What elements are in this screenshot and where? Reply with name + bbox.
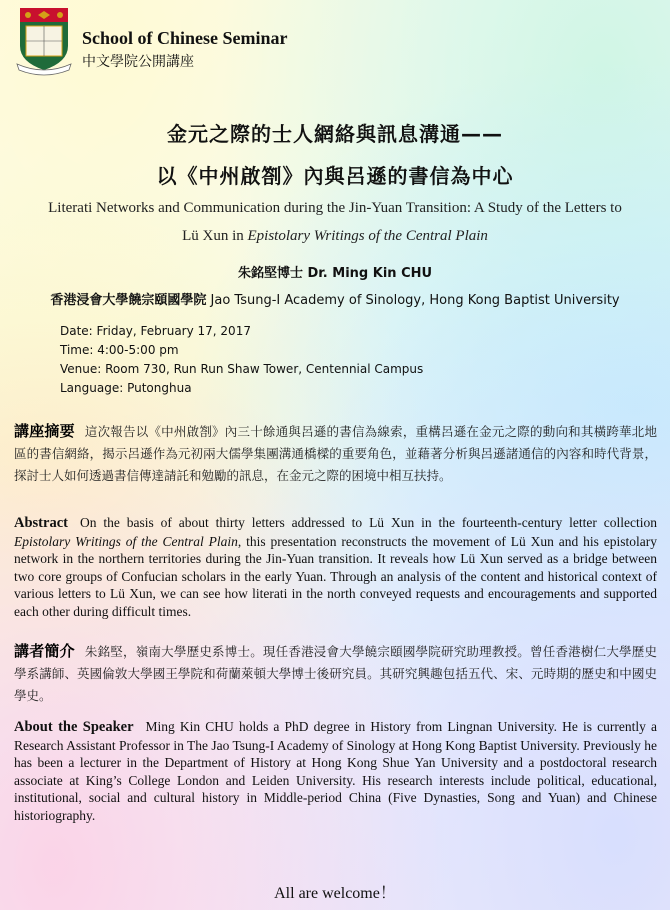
speaker-bio-en — [14, 718, 657, 824]
event-date: Date: Friday, February 17, 2017 — [60, 324, 251, 338]
title-en-book-title: Epistolary Writings of the Central Plain — [247, 228, 488, 244]
speaker-affiliation — [0, 289, 670, 308]
school-name-zh: 中文學院公開講座 — [82, 54, 194, 70]
event-time: Time: 4:00-5:00 pm — [60, 343, 179, 357]
title-zh-line1: 金元之際的士人網絡與訊息溝通—— — [167, 122, 503, 146]
title-en-line1: Literati Networks and Communication during the Jin-Yuan Transition: A Study of the Letters to — [48, 200, 622, 216]
speaker-bio-zh-body: 朱銘堅，嶺南大學歷史系博士。現任香港浸會大學饒宗頤國學院研究助理教授。曾任香港樹仁大學歷史學系講師、英國倫敦大學國王學院和荷蘭萊頓大學博士後研究員。其研究興趣包括五代、宋、元時期的歷史和中國史學史。 — [14, 644, 657, 703]
affiliation-en: Jao Tsung-I Academy of Sinology, Hong Kong Baptist University — [210, 293, 620, 308]
abstract-en-body-part2: , this presentation reconstructs the movement of Lü Xun and his epistolary network in the northern territories during the Jin-Yuan transition. It reveals how Lü Xun served as a bridge between two core groups of Confucian scholars in the early Yuan. Through an analysis of the content and historical context of various letters to Lü Xun, we can see how literati in the north conveyed requests and encouragements and supported each other during difficult times. — [14, 533, 657, 619]
welcome-note: All are welcome！ — [274, 885, 396, 902]
affiliation-zh: 香港浸會大學饒宗頤國學院 — [50, 293, 207, 308]
speaker-bio-zh-heading: 講者簡介 — [14, 642, 75, 660]
abstract-en-heading: Abstract — [14, 515, 68, 531]
title-zh-line2: 以《中州啟劄》內與呂遜的書信為中心 — [156, 164, 514, 188]
abstract-zh-heading: 講座摘要 — [14, 422, 75, 440]
abstract-en — [14, 514, 657, 620]
school-name-en: School of Chinese Seminar — [82, 28, 288, 48]
abstract-en-body-part1: On the basis of about thirty letters addressed to Lü Xun in the fourteenth-century letter collection — [79, 515, 657, 530]
event-details — [60, 322, 423, 398]
speaker-name: 朱銘堅博士 Dr. Ming Kin CHU — [237, 266, 433, 281]
hku-crest-logo — [14, 6, 74, 76]
event-venue: Venue: Room 730, Run Run Shaw Tower, Centennial Campus — [60, 362, 424, 376]
abstract-zh-body: 這次報告以《中州啟劄》內三十餘通與呂遜的書信為線索，重構呂遜在金元之際的動向和其橫跨華北地區的書信網絡，揭示呂遜作為元初兩大儒學集團溝通橋樑的重要角色，並藉著分析與呂遜諸通信的內容和時代背景，探討士人如何透過書信傳達請託和勉勵的訊息，在金元之際的困境中相互扶持。 — [14, 424, 657, 483]
speaker-bio-en-body: Ming Kin CHU holds a PhD degree in History from Lingnan University. He is currently a Research Assistant Professor in The Jao Tsung-I Academy of Sinology at Hong Kong Baptist University. Previously he has been a lecturer in the Department of History at Hong Kong Shue Yan University and a postdoctoral research associate at King’s College London and Leiden University. His research interests include political, educational, institutional, social and cultural history in Middle-period China (Five Dynasties, Song and Yuan) and Chinese historiography. — [14, 719, 657, 823]
title-en-line2-prefix: Lü Xun in — [182, 228, 248, 244]
abstract-zh — [14, 420, 657, 487]
header — [14, 6, 654, 76]
abstract-en-book-title: Epistolary Writings of the Central Plain — [14, 533, 238, 549]
speaker-bio-zh — [14, 640, 657, 707]
event-language: Language: Putonghua — [60, 381, 192, 395]
speaker-bio-en-heading: About the Speaker — [14, 719, 134, 735]
title-en-line2 — [0, 228, 670, 245]
